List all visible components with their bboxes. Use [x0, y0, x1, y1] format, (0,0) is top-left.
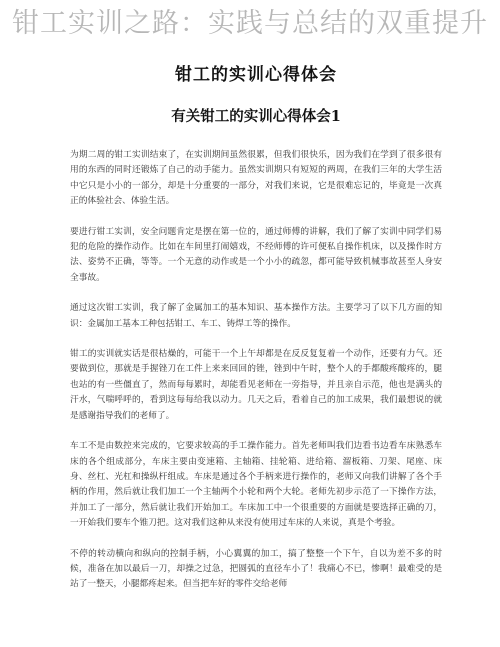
paragraph-6: 不停的转动横向和纵向的控制手柄，小心翼翼的加工，搞了整整一个下午，自以为差不多的时候，准备在加以最后一刀，却操之过急，把圆弧的直径车小了！我痛心不已，惨啊！最难受的是站了一整天，小腿都疼起来。但当把车好的零件交给老师	[70, 548, 442, 590]
paragraph-4: 钳工的实训就实话是很枯燥的，可能干一个上午却都是在反反复复着一个动作，还要有力气。还要做到位，那就是手握锉刀在工件上来来回回的锉，锉到中午时，整个人的手都酸疼酸疼的，腿也站的有一些僵直了，然而每每累时，却能看见老师在一旁指导，并且亲自示范，他也是满头的汗水，气喘呼呼的，看到这每每给我以动力。几天之后，看着自己的加工成果，我们最想说的就是感谢指导我们的老师了。	[70, 349, 442, 421]
document-title: 钳工的实训心得体会	[175, 65, 337, 85]
paragraph-1: 为期二周的钳工实训结束了，在实训期间虽然很累，但我们很快乐，因为我们在学到了很多很有用的东西的同时还锻炼了自己的动手能力。虽然实训期只有短短的两周，在我们三年的大学生活中它只是小小的一部分，却是十分重要的一部分，对我们来说，它是很难忘记的，毕竟是一次真正的体验社会、体验生活。	[70, 150, 442, 207]
article-title-banner: 钳工实训之路：实践与总结的双重提升	[12, 7, 488, 39]
document-subtitle: 有关钳工的实训心得体会1	[171, 108, 341, 125]
paragraph-5: 车工不是由数控来完成的，它要求较高的手工操作能力。首先老师叫我们边看书边看车床熟悉车床的各个组成部分，车床主要由变速箱、主轴箱、挂轮箱、进给箱、溜板箱、刀架、尾座、床身、丝杠、光杠和操纵杆组成。车床是通过各个手柄来进行操作的，老师又向我们讲解了各个手柄的作用，然后就让我们加工一个主轴两个小轮和两个大轮。老师先初步示范了一下操作方法，并加工了一部分，然后就让我们开始加工。车床加工中一个很重要的方面就是要选择正确的刀，一开始我们要车个锥刀把。这对我们这种从来没有使用过车床的人来说，真是个考验。	[70, 441, 442, 529]
document-page	[70, 52, 442, 647]
paragraph-3: 通过这次钳工实训，我了解了金属加工的基本知识、基本操作方法。主要学习了以下几方面的知识：金属加工基本工种包括钳工、车工、铸焊工等的操作。	[70, 303, 442, 329]
paragraph-2: 要进行钳工实训，安全问题肯定是摆在第一位的，通过师傅的讲解，我们了解了实训中同学们易犯的危险的操作动作。比如在车间里打闹嬉戏，不经师傅的许可便私自操作机床，以及操作时方法、姿势不正确，等等。一个无意的动作或是一个小小的疏忽，都可能导致机械事故甚至人身安全事故。	[70, 226, 442, 283]
